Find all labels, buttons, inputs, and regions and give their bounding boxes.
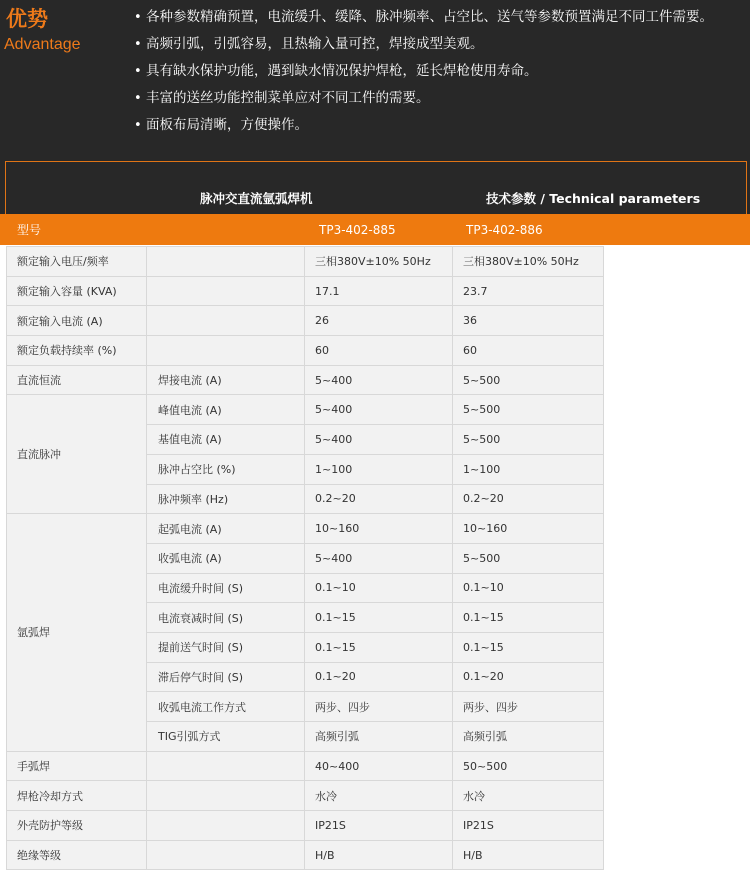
table-row — [7, 306, 604, 336]
value-model-1: 0.1~15 — [305, 632, 453, 662]
value-model-1: 高频引弧 — [305, 722, 453, 752]
list-item — [134, 63, 713, 90]
sub-label: 脉冲频率 (Hz) — [147, 484, 305, 514]
model-number-1: TP3-402-885 — [319, 223, 396, 237]
value-model-1: 三相380V±10% 50Hz — [305, 247, 453, 277]
sub-label — [147, 306, 305, 336]
value-model-1: 5~400 — [305, 543, 453, 573]
row-label: 直流恒流 — [7, 365, 147, 395]
list-item — [134, 90, 713, 117]
list-item — [134, 117, 713, 144]
advantage-title: 优势 — [6, 7, 48, 31]
advantage-panel — [0, 0, 750, 214]
model-row — [0, 214, 750, 245]
value-model-2: 5~500 — [453, 425, 604, 455]
row-label: 绝缘等级 — [7, 840, 147, 870]
table-row — [7, 365, 604, 395]
value-model-1: 40~400 — [305, 751, 453, 781]
row-label: 额定输入电压/频率 — [7, 247, 147, 277]
value-model-1: 0.1~20 — [305, 662, 453, 692]
sub-label: 脉冲占空比 (%) — [147, 454, 305, 484]
row-label: 额定输入电流 (A) — [7, 306, 147, 336]
value-model-1: 0.1~15 — [305, 603, 453, 633]
sub-label: 收弧电流 (A) — [147, 543, 305, 573]
technical-parameters-header: 技术参数 / Technical parameters — [486, 191, 701, 206]
value-model-2: 1~100 — [453, 454, 604, 484]
value-model-2: 5~500 — [453, 543, 604, 573]
sub-label: 峰值电流 (A) — [147, 395, 305, 425]
model-label: 型号 — [17, 223, 42, 237]
value-model-1: 5~400 — [305, 365, 453, 395]
table-row — [7, 336, 604, 366]
value-model-1: H/B — [305, 840, 453, 870]
bullet-icon: • — [134, 91, 142, 106]
row-label: 手弧焊 — [7, 751, 147, 781]
table-row — [7, 781, 604, 811]
value-model-1: 1~100 — [305, 454, 453, 484]
table-row — [7, 247, 604, 277]
value-model-2: 两步、四步 — [453, 692, 604, 722]
value-model-1: 60 — [305, 336, 453, 366]
value-model-1: 0.2~20 — [305, 484, 453, 514]
table-row — [7, 395, 604, 425]
value-model-1: 5~400 — [305, 425, 453, 455]
value-model-2: 0.1~15 — [453, 632, 604, 662]
sub-label — [147, 751, 305, 781]
value-model-1: 17.1 — [305, 276, 453, 306]
value-model-2: 0.1~20 — [453, 662, 604, 692]
table-row — [7, 514, 604, 544]
value-model-2: 0.1~15 — [453, 603, 604, 633]
model-number-2: TP3-402-886 — [466, 223, 543, 237]
value-model-2: 水冷 — [453, 781, 604, 811]
sub-label: 电流衰减时间 (S) — [147, 603, 305, 633]
row-label: 焊枪冷却方式 — [7, 781, 147, 811]
value-model-1: 两步、四步 — [305, 692, 453, 722]
advantage-subtitle: Advantage — [4, 36, 81, 53]
bullet-icon: • — [134, 64, 142, 79]
value-model-1: IP21S — [305, 811, 453, 841]
value-model-2: 36 — [453, 306, 604, 336]
value-model-1: 5~400 — [305, 395, 453, 425]
value-model-2: 高频引弧 — [453, 722, 604, 752]
bullet-icon: • — [134, 10, 142, 25]
value-model-2: 10~160 — [453, 514, 604, 544]
group-label-dc-pulse: 直流脉冲 — [7, 395, 147, 514]
sub-label — [147, 247, 305, 277]
row-label: 外壳防护等级 — [7, 811, 147, 841]
value-model-2: 60 — [453, 336, 604, 366]
value-model-2: IP21S — [453, 811, 604, 841]
sub-label — [147, 781, 305, 811]
advantage-list — [134, 9, 713, 144]
bullet-icon: • — [134, 118, 142, 133]
table-row — [7, 811, 604, 841]
value-model-2: 50~500 — [453, 751, 604, 781]
sub-label: 收弧电流工作方式 — [147, 692, 305, 722]
list-item — [134, 36, 713, 63]
value-model-2: 0.1~10 — [453, 573, 604, 603]
sub-label: 提前送气时间 (S) — [147, 632, 305, 662]
sub-label — [147, 336, 305, 366]
sub-label: 滞后停气时间 (S) — [147, 662, 305, 692]
group-label-argon: 氩弧焊 — [7, 514, 147, 752]
value-model-2: 三相380V±10% 50Hz — [453, 247, 604, 277]
value-model-2: 5~500 — [453, 395, 604, 425]
list-item-text: 面板布局清晰，方便操作。 — [146, 117, 308, 133]
row-label: 额定输入容量 (KVA) — [7, 276, 147, 306]
sub-label — [147, 276, 305, 306]
spec-table — [6, 246, 604, 870]
value-model-1: 10~160 — [305, 514, 453, 544]
list-item — [134, 9, 713, 36]
list-item-text: 具有缺水保护功能，遇到缺水情况保护焊枪，延长焊枪使用寿命。 — [146, 63, 538, 79]
value-model-1: 26 — [305, 306, 453, 336]
table-row — [7, 840, 604, 870]
list-item-text: 高频引弧，引弧容易，且热输入量可控，焊接成型美观。 — [146, 36, 484, 52]
sub-label: 电流缓升时间 (S) — [147, 573, 305, 603]
row-label: 额定负载持续率 (%) — [7, 336, 147, 366]
value-model-1: 水冷 — [305, 781, 453, 811]
value-model-2: 0.2~20 — [453, 484, 604, 514]
product-name-header: 脉冲交直流氩弧焊机 — [200, 191, 313, 206]
sub-label — [147, 840, 305, 870]
sub-label: 基值电流 (A) — [147, 425, 305, 455]
bullet-icon: • — [134, 37, 142, 52]
sub-label: 起弧电流 (A) — [147, 514, 305, 544]
value-model-2: 5~500 — [453, 365, 604, 395]
sub-label: 焊接电流 (A) — [147, 365, 305, 395]
sub-label — [147, 811, 305, 841]
list-item-text: 丰富的送丝功能控制菜单应对不同工件的需要。 — [146, 90, 430, 106]
table-row — [7, 276, 604, 306]
value-model-2: H/B — [453, 840, 604, 870]
value-model-1: 0.1~10 — [305, 573, 453, 603]
value-model-2: 23.7 — [453, 276, 604, 306]
table-row — [7, 751, 604, 781]
sub-label: TIG引弧方式 — [147, 722, 305, 752]
list-item-text: 各种参数精确预置，电流缓升、缓降、脉冲频率、占空比、送气等参数预置满足不同工件需要。 — [146, 9, 713, 25]
